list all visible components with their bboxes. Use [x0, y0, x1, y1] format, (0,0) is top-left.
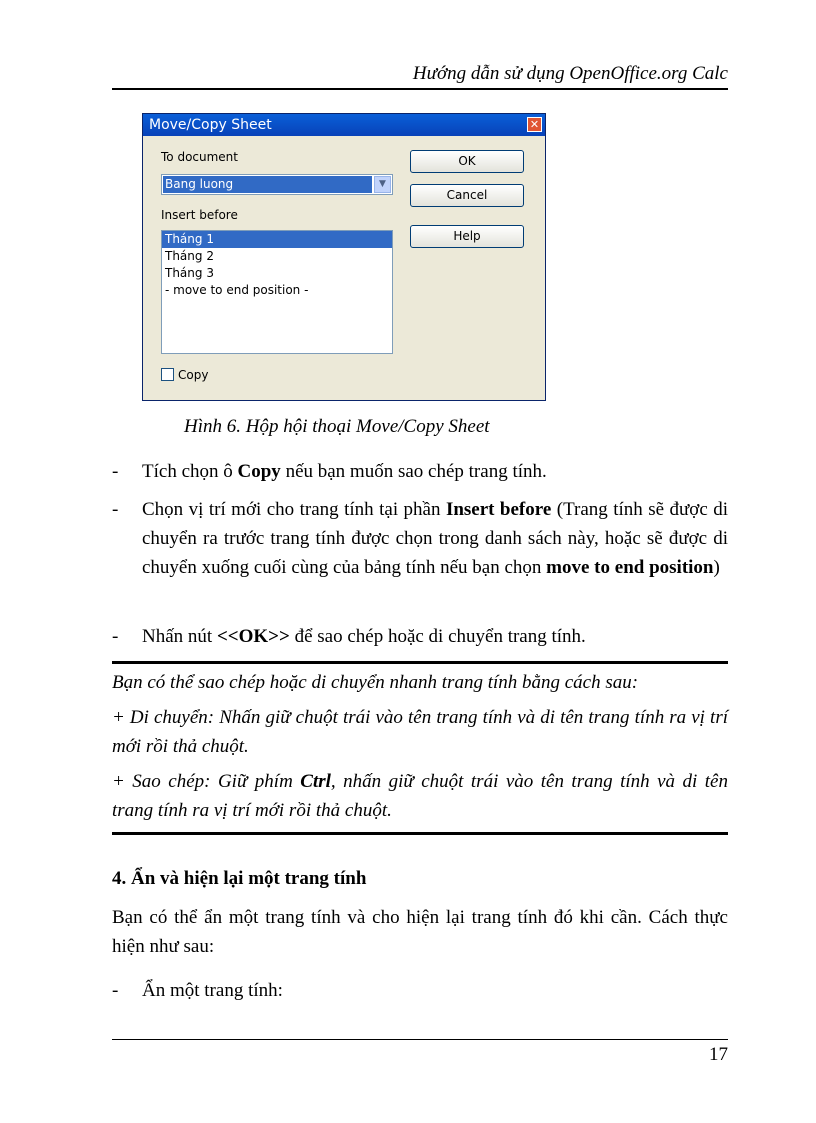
bullet-copy [112, 457, 728, 486]
section-heading: 4. Ẩn và hiện lại một trang tính [112, 868, 367, 889]
to-document-value: Bang luong [163, 176, 372, 193]
bullet-bold-copy: Copy [237, 461, 281, 482]
note-line: Bạn có thể sao chép hoặc di chuyển nhanh trang tính bằng cách sau: [112, 672, 639, 693]
list-item-thang-3[interactable]: Tháng 3 [165, 266, 214, 280]
bullet-text-part: Chọn vị trí mới cho trang tính tại phần [142, 499, 446, 520]
move-copy-dialog [142, 113, 546, 401]
bullet-text-part: nếu bạn muốn sao chép trang tính. [280, 461, 547, 482]
chevron-down-icon[interactable]: ▼ [374, 176, 391, 193]
bullet-insert-before [112, 495, 728, 582]
note-text-part: , nhấn giữ chuột trái vào tên trang tính và di tên trang tính ra vị trí mới rồi thả chuột. [112, 771, 728, 821]
section-paragraph [112, 903, 728, 961]
list-item-move-to-end[interactable]: - move to end position - [165, 283, 309, 297]
figure-caption: Hình 6. Hộp hội thoại Move/Copy Sheet [184, 416, 490, 437]
bullet-text [142, 622, 728, 651]
to-document-label: To document [161, 150, 238, 164]
bullet-text: Ẩn một trang tính: [142, 980, 283, 1001]
to-document-select[interactable] [161, 174, 393, 195]
note-text-part: + Sao chép: Giữ phím [112, 771, 301, 792]
dialog-title: Move/Copy Sheet [149, 117, 272, 133]
bullet-ok [112, 622, 728, 651]
bullet-text-part: Nhấn nút [142, 626, 217, 647]
page-header: Hướng dẫn sử dụng OpenOffice.org Calc [412, 63, 728, 84]
help-button[interactable]: Help [410, 225, 524, 248]
insert-before-label: Insert before [161, 208, 238, 222]
bullet-hide-sheet [112, 976, 728, 1005]
bullet-text-part: ) [713, 557, 720, 578]
list-item-thang-2[interactable]: Tháng 2 [165, 249, 214, 263]
note-bold-ctrl: Ctrl [300, 771, 331, 792]
bullet-dash: - [112, 980, 119, 1001]
copy-checkbox[interactable] [161, 368, 174, 381]
insert-before-list[interactable] [161, 230, 393, 354]
bullet-dash: - [112, 461, 119, 482]
note-line: + Di chuyển: Nhấn giữ chuột trái vào tên trang tính và di tên trang tính ra vị trí mới rồi thả chuột. [112, 707, 728, 757]
ok-button[interactable]: OK [410, 150, 524, 173]
bullet-bold-insert-before: Insert before [445, 499, 552, 520]
bullet-dash: - [112, 626, 119, 647]
bullet-text-part: (Trang tính sẽ được di chuyển ra trước trang tính được chọn trong danh sách này, hoặc sẽ được di chuyển xuống cuối cùng của bảng tính nếu bạn chọn [142, 499, 729, 578]
header-rule [112, 88, 728, 90]
dialog-titlebar [143, 114, 545, 136]
cancel-button[interactable]: Cancel [410, 184, 524, 207]
bullet-bold-ok: <<OK>> [216, 626, 290, 647]
bullet-text [142, 495, 728, 582]
copy-option[interactable] [161, 367, 208, 383]
bullet-text-part: để sao chép hoặc di chuyển trang tính. [289, 626, 586, 647]
bullet-dash: - [112, 499, 119, 520]
list-item-thang-1[interactable]: Tháng 1 [162, 231, 392, 248]
copy-checkbox-label: Copy [178, 367, 209, 382]
footer-rule [112, 1039, 728, 1040]
bullet-text [142, 457, 728, 486]
bullet-bold-move-to-end: move to end position [546, 557, 714, 578]
close-icon[interactable]: ✕ [527, 117, 542, 132]
note-line [112, 767, 728, 825]
tip-note-box [112, 661, 728, 835]
bullet-text-part: Tích chọn ô [142, 461, 238, 482]
paragraph-text: Bạn có thể ẩn một trang tính và cho hiện lại trang tính đó khi cần. Cách thực hiện như sau: [112, 907, 728, 957]
page-number: 17 [709, 1044, 728, 1065]
